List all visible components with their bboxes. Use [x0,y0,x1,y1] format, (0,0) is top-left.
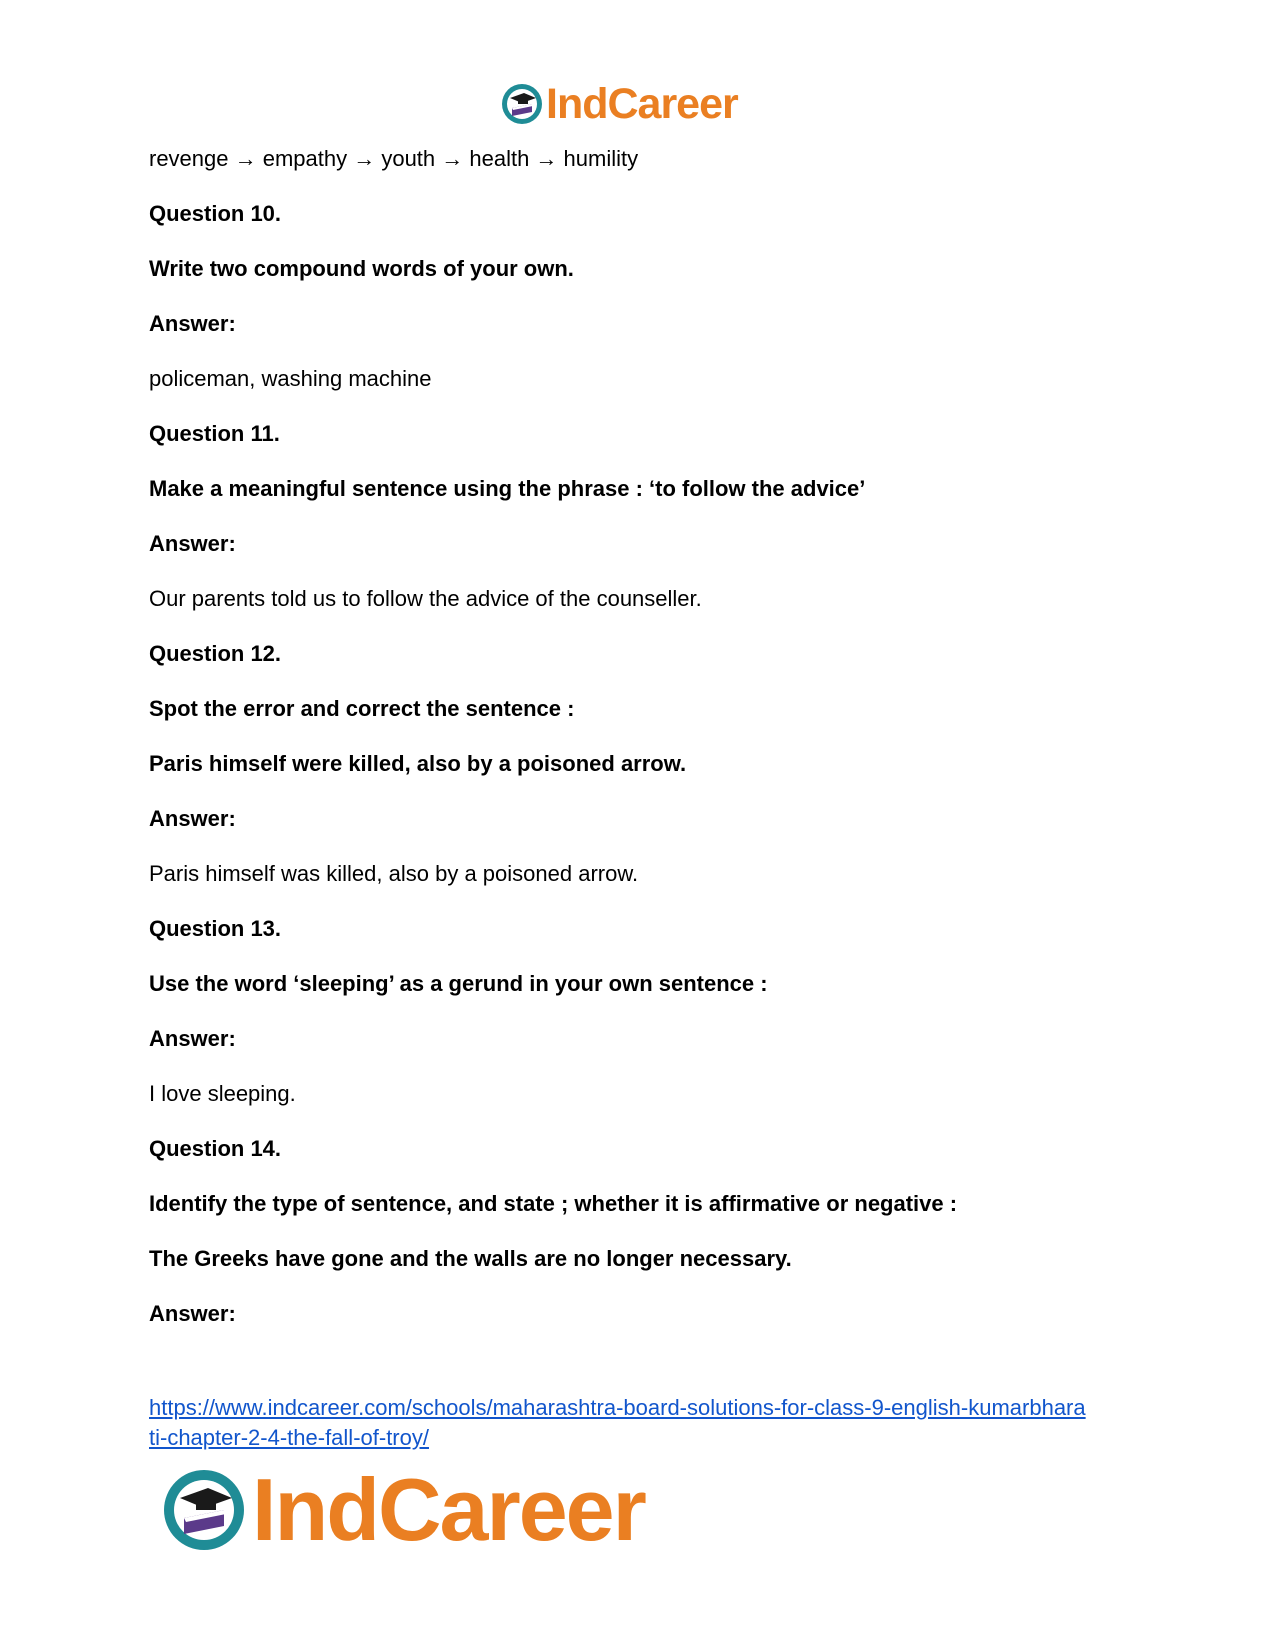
answer-text: Paris himself was killed, also by a poisoned arrow. [149,861,639,886]
question-text: The Greeks have gone and the walls are no longer necessary. [149,1246,792,1271]
document-body [149,145,1129,1355]
answer-label: Answer: [149,1301,236,1326]
question-heading: Question 11. [149,421,280,446]
source-link[interactable] [149,1393,1129,1453]
question-text: Identify the type of sentence, and state ; whether it is affirmative or negative : [149,1191,958,1216]
question-text: Use the word ‘sleeping’ as a gerund in your own sentence : [149,971,768,996]
question-heading: Question 14. [149,1136,282,1161]
answer-text: I love sleeping. [149,1081,296,1106]
answer-label: Answer: [149,531,236,556]
logo-text: IndCareer [252,1460,645,1559]
logo-text: IndCareer [546,79,738,128]
answer-label: Answer: [149,311,236,336]
answer-label: Answer: [149,806,236,831]
header-logo [500,80,738,128]
question-heading: Question 13. [149,916,282,941]
question-text: Make a meaningful sentence using the phrase : ‘to follow the advice’ [149,476,866,501]
graduation-cap-book-icon [500,82,544,126]
question-text: Paris himself were killed, also by a poisoned arrow. [149,751,687,776]
question-text: Spot the error and correct the sentence : [149,696,575,721]
source-link-line-2[interactable]: ti-chapter-2-4-the-fall-of-troy/ [149,1425,429,1450]
question-heading: Question 12. [149,641,282,666]
answer-text: policeman, washing machine [149,366,432,391]
footer-logo [160,1462,645,1558]
answer-label: Answer: [149,1026,236,1051]
graduation-cap-book-icon [160,1466,248,1554]
answer-text: revenge → empathy → youth → health → humility [149,146,639,171]
question-heading: Question 10. [149,201,282,226]
question-text: Write two compound words of your own. [149,256,574,281]
source-link-line-1[interactable]: https://www.indcareer.com/schools/maharashtra-board-solutions-for-class-9-english-kumarbhara [149,1395,1086,1420]
answer-text: Our parents told us to follow the advice of the counseller. [149,586,702,611]
